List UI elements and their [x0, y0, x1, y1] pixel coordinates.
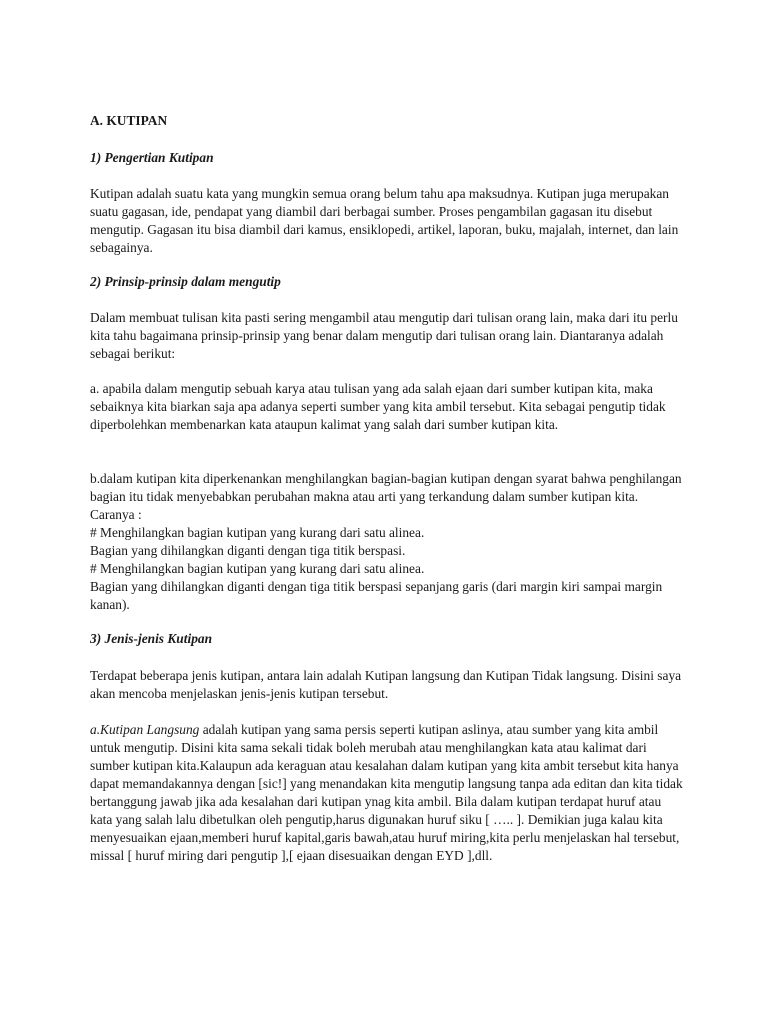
section-2-line-4: Bagian yang dihilangkan diganti dengan tiga titik berspasi sepanjang garis (dari margin kiri sampai margin kanan). — [90, 579, 663, 612]
section-2-title: 2) Prinsip-prinsip dalam mengutip — [90, 274, 281, 289]
section-3-intro: Terdapat beberapa jenis kutipan, antara lain adalah Kutipan langsung dan Kutipan Tidak langsung. Disini saya akan mencoba menjelaskan jenis-jenis kutipan tersebut. — [90, 668, 682, 701]
section-3-title: 3) Jenis-jenis Kutipan — [90, 631, 213, 646]
section-2-point-b-block — [90, 470, 685, 614]
kutipan-langsung-text: adalah kutipan yang sama persis seperti kutipan aslinya, atau sumber yang kita ambil untuk mengutip. Disini kita sama sekali tidak boleh merubah atau menghilangkan kata atau kalimat dari sumber kutipan kita.Kalaupun ada keraguan atau kesalahan dalam kutipan yang kita ambit tersebut kita hanya dapat memandakannya dengan [sic!] yang menandakan kita mengutip langsung tanpa ada editan dan kita tidak bertanggung jawab jika ada kesalahan dari kutipan ynag kita ambil. Bila dalam kutipan terdapat huruf atau kata yang salah lalu dibetulkan oleh pengutip,harus digunakan huruf siku [ ….. ]. Demikian juga kalau kita menyesuaikan ejaan,memberi huruf kapital,garis bawah,atau huruf miring,kita perlu menjelaskan hal tersebut, missal [ huruf miring dari pengutip ],[ ejaan disesuaikan dengan EYD ],dll. — [90, 722, 683, 863]
heading-kutipan: A. KUTIPAN — [90, 113, 168, 128]
section-2-point-a: a. apabila dalam mengutip sebuah karya atau tulisan yang ada salah ejaan dari sumber kutipan kita, maka sebaiknya kita biarkan saja apa adanya seperti sumber yang kita ambil tersebut. Kita sebagai pengutip tidak diperbolehkan membenarkan kata ataupun kalimat yang salah dari sumber kutipan kita. — [90, 381, 666, 432]
section-1-title: 1) Pengertian Kutipan — [90, 150, 214, 165]
section-2-point-b: b.dalam kutipan kita diperkenankan menghilangkan bagian-bagian kutipan dengan syarat bahwa penghilangan bagian itu tidak menyebabkan perubahan makna atau arti yang terkandung dalam sumber kutipan kita. Caranya : — [90, 471, 682, 522]
section-3-point-a — [90, 721, 685, 865]
section-2-line-1: # Menghilangkan bagian kutipan yang kurang dari satu alinea. — [90, 525, 425, 540]
section-2-line-3: # Menghilangkan bagian kutipan yang kurang dari satu alinea. — [90, 561, 425, 576]
kutipan-langsung-label: a.Kutipan Langsung — [90, 722, 200, 737]
section-2-line-2: Bagian yang dihilangkan diganti dengan tiga titik berspasi. — [90, 543, 406, 558]
section-1-paragraph: Kutipan adalah suatu kata yang mungkin semua orang belum tahu apa maksudnya. Kutipan juga merupakan suatu gagasan, ide, pendapat yang diambil dari berbagai sumber. Proses pengambilan gagasan itu disebut mengutip. Gagasan itu bisa diambil dari kamus, ensiklopedi, artikel, laporan, buku, majalah, internet, dan lain sebagainya. — [90, 186, 679, 255]
section-2-intro: Dalam membuat tulisan kita pasti sering mengambil atau mengutip dari tulisan orang lain, maka dari itu perlu kita tahu bagaimana prinsip-prinsip yang benar dalam mengutip dari tulisan orang lain. Diantaranya adalah sebagai berikut: — [90, 310, 678, 361]
